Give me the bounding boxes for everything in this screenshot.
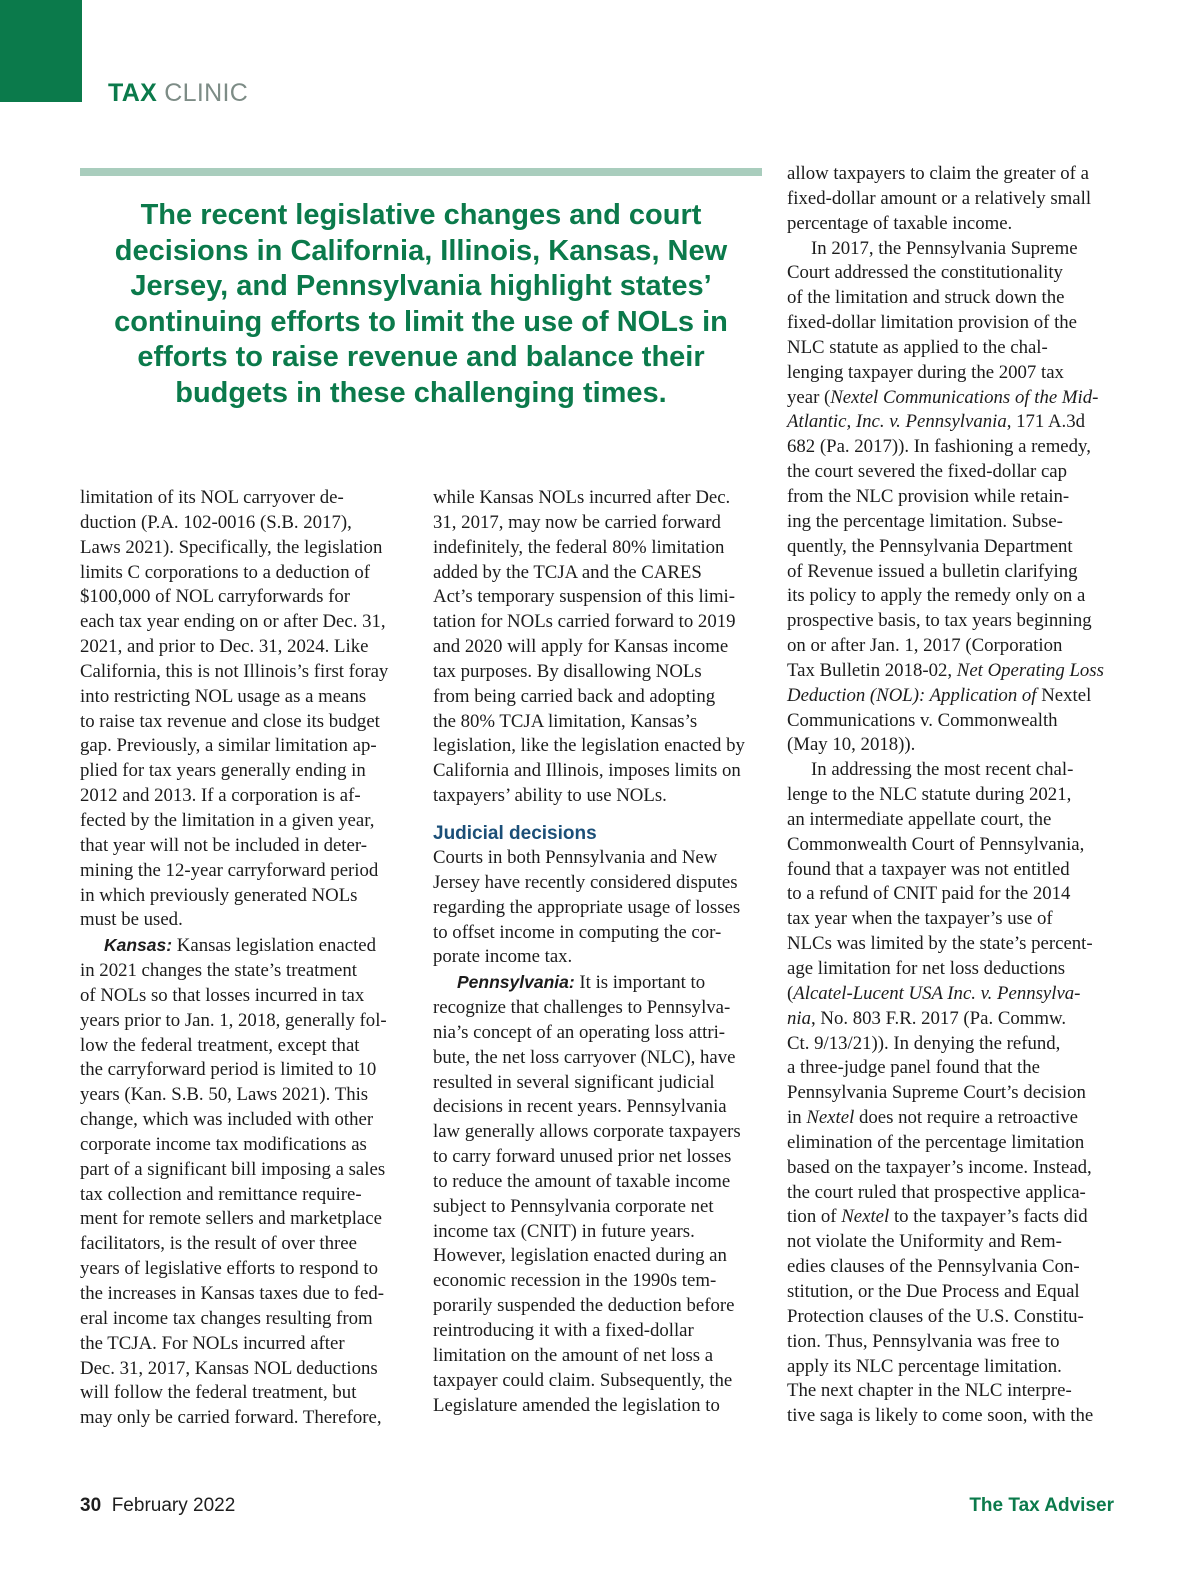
bulletin-line-2 [787,684,1122,709]
bulletin-title: Net Operating Loss [956,659,1104,681]
pull-quote-rule [80,168,762,176]
text-line: and 2020 will apply for Kansas income [433,636,729,658]
kansas-run-in-heading: Kansas: [104,935,173,956]
alcatel-lines-c [787,1131,1122,1206]
text-line: elimination of the percentage limitation [787,1131,1085,1153]
nextel-ref-2-pre: tion of [787,1206,842,1228]
text-line: bute, the net loss carryover (NLC), have [433,1046,736,1068]
text-line: each tax year ending on or after Dec. 31, [80,611,386,633]
text-line: fixed-dollar limitation provision of the [787,312,1078,334]
alcatel-lines-d [787,1230,1122,1429]
text-line: apply its NLC percentage limitation. [787,1355,1062,1377]
text-line: resulted in several significant judicial [433,1071,715,1093]
text-line: to reduce the amount of taxable income [433,1170,731,1192]
nextel-lines-c [787,709,1122,759]
text-line: Dec. 31, 2017, Kansas NOL deductions [80,1357,378,1379]
text-line: stitution, or the Due Process and Equal [787,1280,1080,1302]
paragraph-pennsylvania [433,970,768,1418]
text-line: Courts in both Pennsylvania and New [433,846,718,868]
text-line: into restricting NOL usage as a means [80,685,367,707]
text-line: Pennsylvania Supreme Court’s decision [787,1082,1086,1104]
nextel-ref-1: Nextel [806,1107,855,1129]
text-line: the TCJA. For NOLs incurred after [80,1332,345,1354]
section-label-light: CLINIC [164,79,249,107]
nextel-ref-line-2 [787,1205,1122,1230]
text-line: NLC statute as applied to the chal- [787,336,1048,358]
text-line: mining the 12-year carryforward period [80,859,379,881]
kansas-lead-text: Kansas legislation enacted [176,935,377,957]
text-line: tax purposes. By disallowing NOLs [433,660,702,682]
text-line: income tax (CNIT) in future years. [433,1220,695,1242]
text-line: not violate the Uniformity and Rem- [787,1231,1062,1253]
text-line: from being carried back and adopting [433,685,716,707]
alcatel-citation-line-2 [787,1007,1122,1032]
text-line: lenging taxpayer during the 2007 tax [787,361,1064,383]
text-line: from the NLC provision while retain- [787,485,1070,507]
text-line: The next chapter in the NLC interpre- [787,1380,1072,1402]
text-line: of the limitation and struck down the [787,287,1065,309]
text-line: limitation on the amount of net loss a [433,1344,714,1366]
text-line: taxpayer could claim. Subsequently, the [433,1369,733,1391]
text-line: in 2021 changes the state’s treatment [80,960,357,982]
text-line: found that a taxpayer was not entitled [787,858,1070,880]
text-line: tax collection and remittance require- [80,1183,362,1205]
text-line: the carryforward period is limited to 10 [80,1059,377,1081]
text-line: on or after Jan. 1, 2017 (Corporation [787,635,1063,657]
text-line: while Kansas NOLs incurred after Dec. [433,487,731,508]
publication-name: The Tax Adviser [969,1495,1114,1516]
pennsylvania-body [433,996,768,1418]
text-line: Ct. 9/13/21)). In denying the refund, [787,1032,1061,1054]
kansas-body [80,959,410,1431]
text-line: Act’s temporary suspension of this limi- [433,586,736,608]
bulletin-suffix: Nextel [1036,684,1092,706]
text-line: reintroducing it with a fixed-dollar [433,1320,694,1341]
text-line: porarily suspended the deduction before [433,1295,735,1317]
alcatel-lines-b [787,1032,1122,1107]
case-name-alcatel-cont: nia [787,1007,811,1029]
text-line: Legislature amended the legislation to [433,1394,720,1416]
text-line: (May 10, 2018)). [787,734,916,756]
page-number: 30 [80,1495,102,1516]
text-line: the court ruled that prospective applica- [787,1181,1086,1203]
text-line: age limitation for net loss deductions [787,958,1066,979]
text-line: Court addressed the constitutionality [787,262,1063,284]
text-line: in which previously generated NOLs [80,884,358,906]
text-line: to offset income in computing the cor- [433,921,722,943]
text-line: to carry forward unused prior net losses [433,1146,732,1168]
text-line: years prior to Jan. 1, 2018, generally fol- [80,1009,387,1031]
text-line: 31, 2017, may now be carried forward [433,511,721,533]
text-line: added by the TCJA and the CARES [433,561,702,583]
text-line: its policy to apply the remedy only on a [787,585,1086,607]
text-line: taxpayers’ ability to use NOLs. [433,785,667,807]
text-line: allow taxpayers to claim the greater of a [787,163,1089,184]
nextel-ref-2: Nextel [841,1206,890,1228]
bulletin-line-1 [787,659,1122,684]
text-line: years (Kan. S.B. 50, Laws 2021). This [80,1084,369,1106]
text-line: economic recession in the 1990s tem- [433,1270,717,1292]
nextel-lines-b [787,435,1122,659]
text-line: In addressing the most recent chal- [811,759,1074,781]
text-line: $100,000 of NOL carryforwards for [80,586,350,608]
text-line: tax year when the taxpayer’s use of [787,908,1053,930]
bulletin-prefix: Tax Bulletin 2018-02, [787,659,957,681]
paragraph-nextel [787,237,1122,759]
paragraph-kansas-continued [433,486,768,809]
nextel-ref-2-post: to the taxpayer’s facts did [889,1206,1088,1228]
text-line: prospective basis, to tax years beginning [787,610,1092,632]
text-line: Jersey have recently considered disputes [433,871,738,893]
text-line: that year will not be included in deter- [80,834,367,856]
text-line: porate income tax. [433,946,573,968]
section-label-bold: TAX [108,79,158,107]
text-line: limits C corporations to a deduction of [80,561,371,583]
text-line: the increases in Kansas taxes due to fed- [80,1283,385,1304]
nextel-ref-1-post: does not require a retroactive [854,1107,1079,1129]
text-line: duction (P.A. 102-0016 (S.B. 2017), [80,511,352,533]
text-line: ing the percentage limitation. Subse- [787,510,1063,532]
kansas-lead-line [80,933,410,959]
article-column-2 [433,486,768,1418]
subhead-judicial-decisions: Judicial decisions [433,822,597,844]
section-color-tab [0,0,82,102]
text-line: facilitators, is the result of over three [80,1233,357,1255]
paragraph-alcatel [787,758,1122,1429]
text-line: lenge to the NLC statute during 2021, [787,784,1072,806]
text-line: indefinitely, the federal 80% limitation [433,536,725,558]
text-line: may only be carried forward. Therefore, [80,1407,382,1429]
pull-quote: The recent legislative changes and court decisions in California, Illinois, Kansas, New Jersey, and Pennsylvania highlight states’ continuing efforts to limit the use of NOLs in efforts to raise revenue and balance their budgets in these challenging times. [114,199,728,409]
text-line: tation for NOLs carried forward to 2019 [433,611,736,633]
text-line: However, legislation enacted during an [433,1245,727,1267]
text-line: part of a significant bill imposing a sales [80,1158,386,1180]
text-line: NLCs was limited by the state’s percent- [787,933,1093,955]
text-line: California and Illinois, imposes limits on [433,760,741,782]
nextel-lines-a [787,237,1122,386]
text-line: 682 (Pa. 2017)). In fashioning a remedy, [787,436,1091,458]
text-line: legislation, like the legislation enacted by [433,735,745,757]
text-line: limitation of its NOL carryover de- [80,487,344,508]
alcatel-prefix: ( [787,982,794,1004]
text-line: plied for tax years generally ending in [80,760,366,782]
text-line: tive saga is likely to come soon, with the [787,1405,1094,1427]
section-label [108,78,248,108]
text-line: the court severed the fixed-dollar cap [787,461,1068,483]
bulletin-title-cont: Deduction (NOL): Application of [787,684,1037,706]
nextel-citation-line-2 [787,410,1122,435]
text-line: fected by the limitation in a given year, [80,809,375,831]
text-line: percentage of taxable income. [787,212,1013,234]
citation-prefix: year ( [787,386,831,408]
text-line: to raise tax revenue and close its budget [80,710,380,732]
paragraph-kansas [80,933,410,1431]
article-column-1 [80,486,410,1431]
text-line: law generally allows corporate taxpayers [433,1121,741,1143]
text-line: based on the taxpayer’s income. Instead, [787,1156,1092,1178]
text-line: quently, the Pennsylvania Department [787,535,1073,557]
paragraph-illinois-limitation [80,486,410,933]
text-line: of NOLs so that losses incurred in tax [80,984,365,1006]
nextel-ref-line-1 [787,1106,1122,1131]
text-line: the 80% TCJA limitation, Kansas’s [433,710,698,732]
text-line: subject to Pennsylvania corporate net [433,1195,714,1217]
paragraph-legislature-continued [787,162,1122,237]
case-name-nextel: Nextel Communications of the Mid- [830,386,1099,408]
text-line: eral income tax changes resulting from [80,1307,373,1329]
text-line: California, this is not Illinois’s first foray [80,660,389,682]
issue-date: February 2022 [111,1495,236,1516]
case-name-nextel-cont: Atlantic, Inc. v. Pennsylvania [787,411,1007,433]
text-line: of Revenue issued a bulletin clarifying [787,560,1078,582]
text-line: must be used. [80,909,183,931]
text-line: Protection clauses of the U.S. Constitu- [787,1305,1084,1327]
article-column-3 [787,162,1122,1429]
nextel-ref-1-pre: in [787,1107,807,1129]
text-line: low the federal treatment, except that [80,1034,360,1056]
text-line: a three-judge panel found that the [787,1057,1040,1079]
text-line: decisions in recent years. Pennsylvania [433,1096,727,1118]
text-line: ment for remote sellers and marketplace [80,1208,382,1230]
text-line: recognize that challenges to Pennsylva- [433,997,731,1019]
footer-folio [80,1494,235,1518]
text-line: Laws 2021). Specifically, the legislation [80,536,383,558]
text-line: regarding the appropriate usage of losses [433,896,741,918]
text-line: edies clauses of the Pennsylvania Con- [787,1256,1080,1278]
text-line: tion. Thus, Pennsylvania was free to [787,1330,1060,1352]
citation-reporter: , 171 A.3d [1006,411,1086,433]
pennsylvania-lead-text: It is important to [579,972,706,994]
text-line: Commonwealth Court of Pennsylvania, [787,833,1085,855]
text-line: gap. Previously, a similar limitation ap- [80,735,377,757]
text-line: an intermediate appellate court, the [787,808,1052,830]
text-line: change, which was included with other [80,1109,374,1131]
alcatel-citation-line-1 [787,982,1122,1007]
text-line: 2012 and 2013. If a corporation is af- [80,785,361,807]
nextel-citation-line-1 [787,386,1122,411]
text-line: Communications v. Commonwealth [787,709,1058,731]
text-line: to a refund of CNIT paid for the 2014 [787,883,1071,905]
pennsylvania-lead-line [433,970,768,996]
text-line: years of legislative efforts to respond to [80,1258,378,1280]
text-line: In 2017, the Pennsylvania Supreme [811,237,1078,259]
paragraph-courts [433,846,768,970]
text-line: will follow the federal treatment, but [80,1382,357,1404]
case-name-alcatel: Alcatel-Lucent USA Inc. v. Pennsylva- [793,982,1081,1004]
alcatel-lines-a [787,758,1122,982]
pennsylvania-run-in-heading: Pennsylvania: [457,972,575,993]
text-line: fixed-dollar amount or a relatively small [787,187,1092,209]
alcatel-reporter: , No. 803 F.R. 2017 (Pa. Commw. [811,1007,1067,1029]
text-line: corporate income tax modifications as [80,1133,367,1155]
text-line: nia’s concept of an operating loss attri- [433,1021,726,1043]
text-line: 2021, and prior to Dec. 31, 2024. Like [80,636,369,658]
